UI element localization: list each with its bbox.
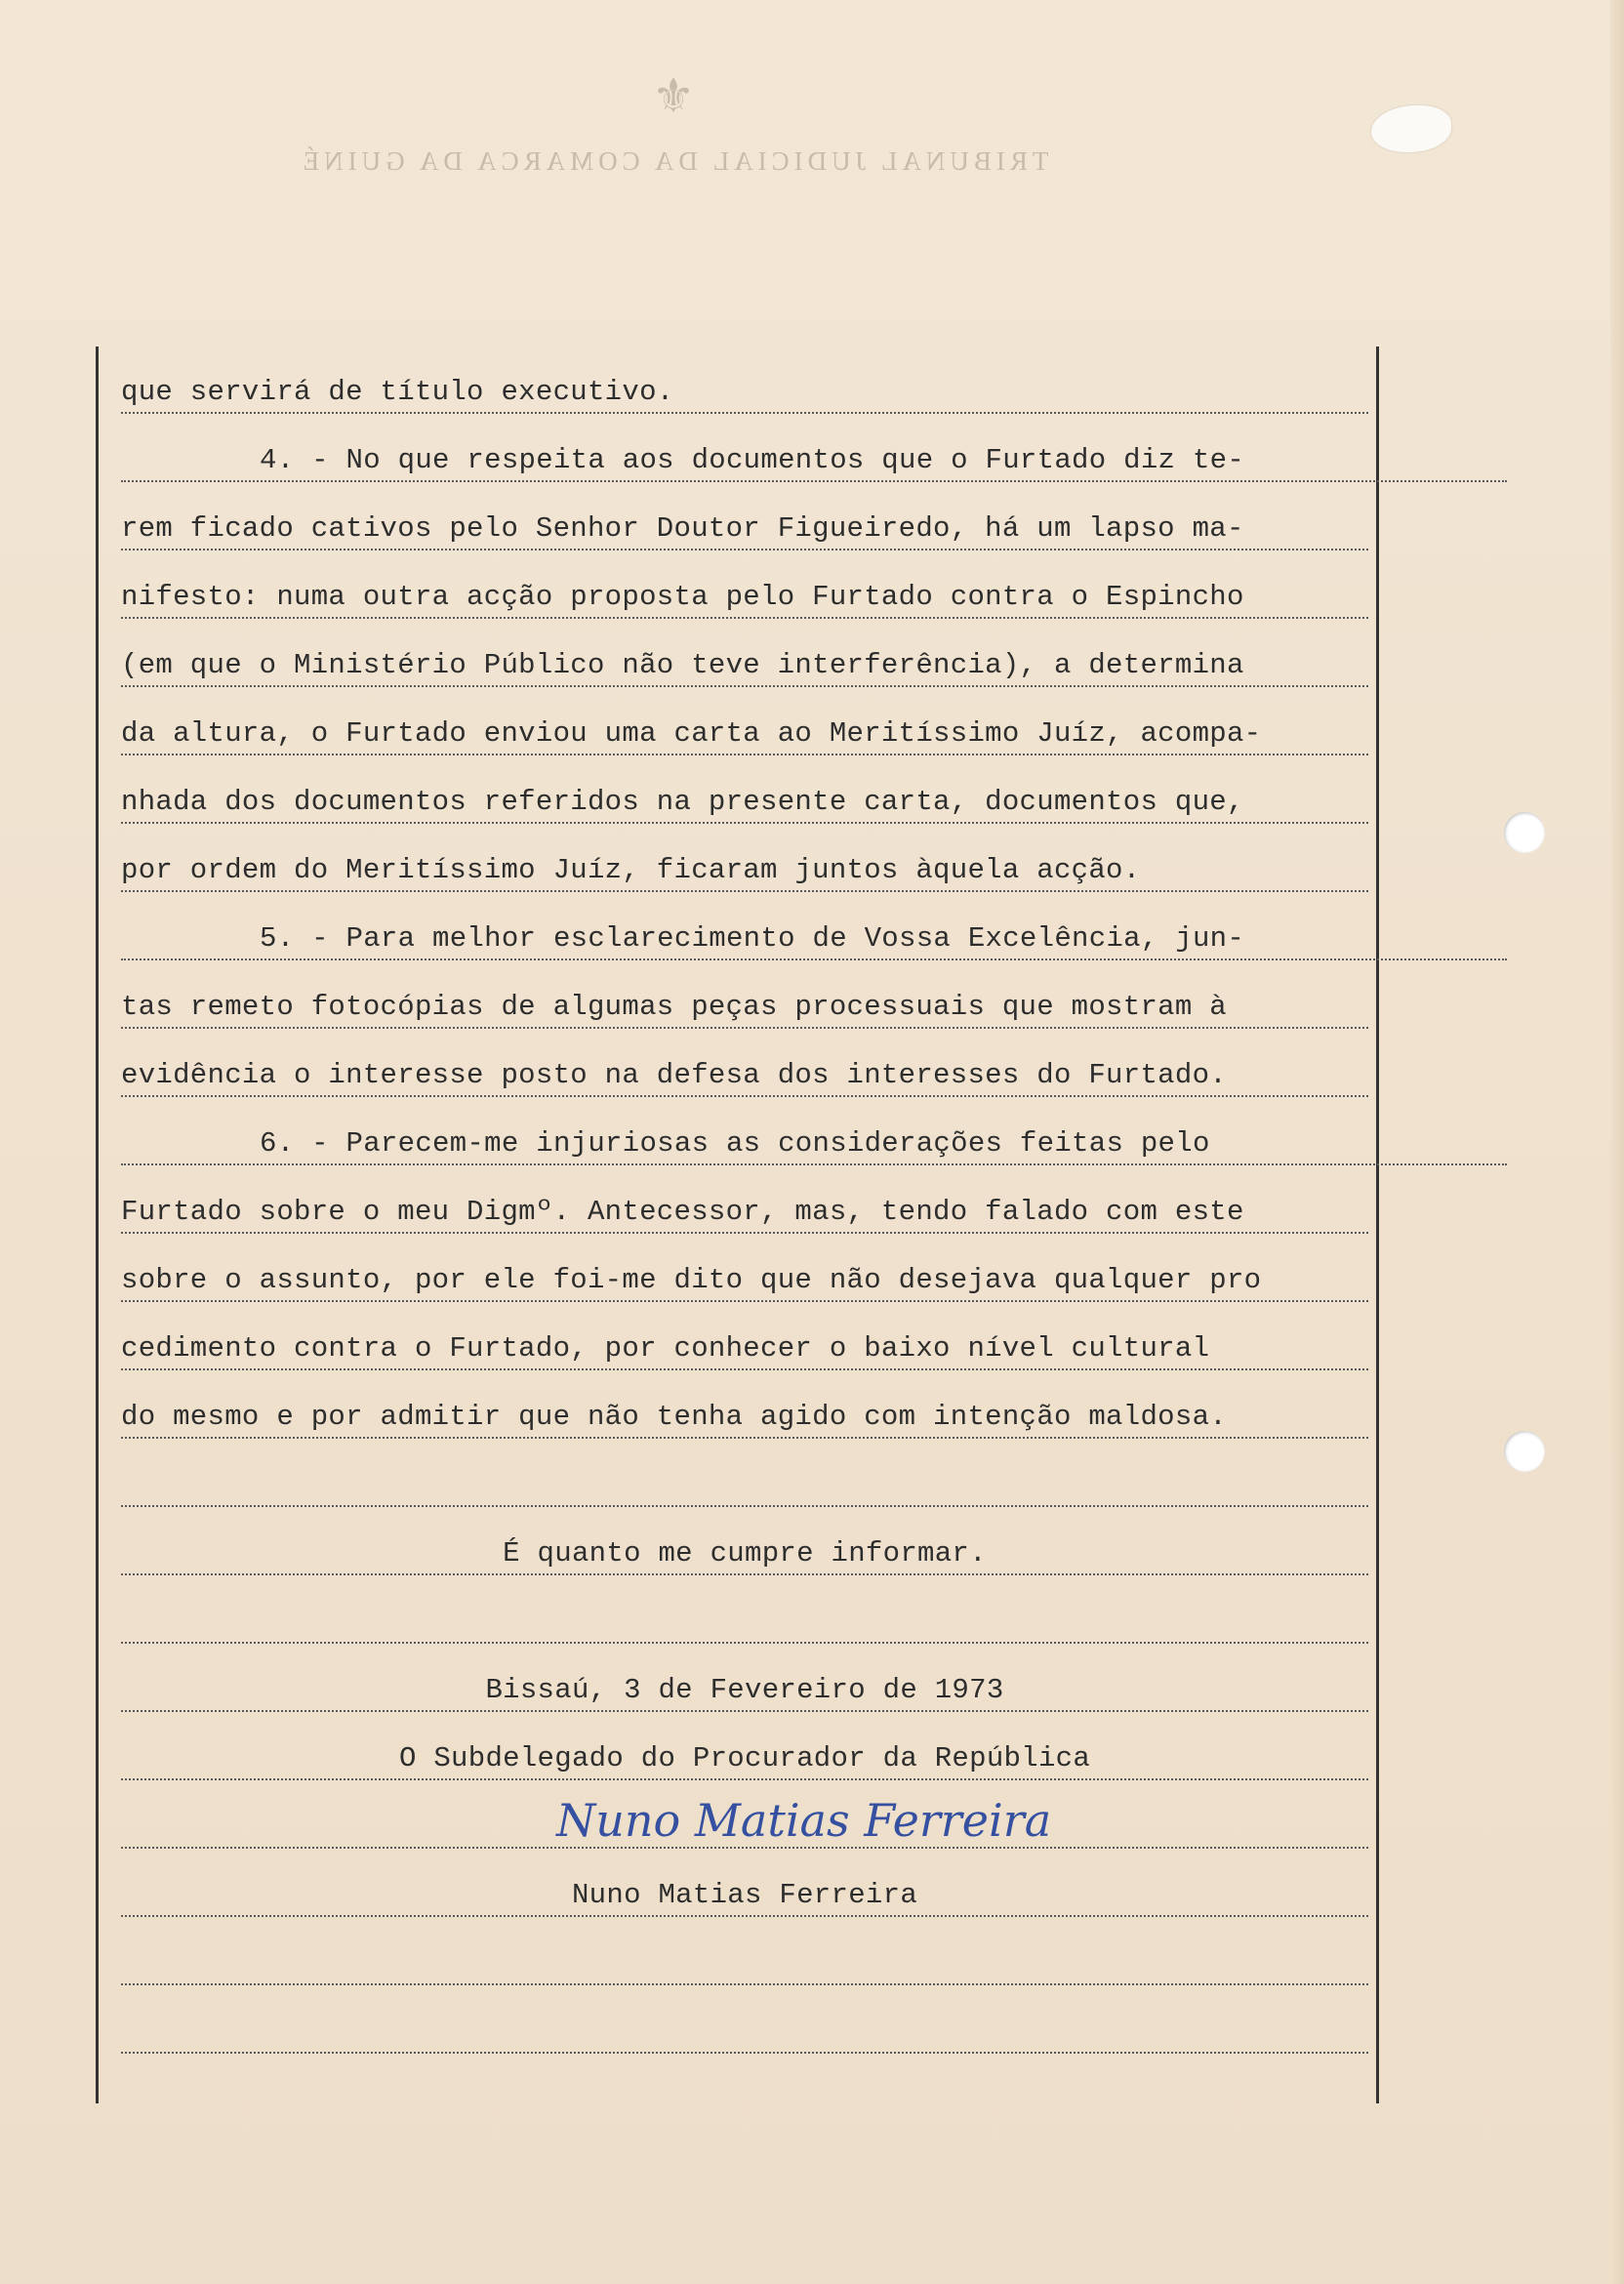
text-line: rem ficado cativos pelo Senhor Doutor Figueiredo, há um lapso ma- [121,510,1368,551]
punch-hole-top [1504,812,1545,853]
text-line: da altura, o Furtado enviou uma carta ao Meritíssimo Juíz, acompa- [121,714,1368,755]
signatory-name: Nuno Matias Ferreira [121,1876,1368,1917]
letterhead-text: TRIBUNAL JUDICIAL DA COMARCA DA GUINÉ [298,146,1049,176]
paragraph-6-start: 6. - Parecem-me injuriosas as considerações feitas pelo [121,1124,1507,1165]
place-and-date: Bissaú, 3 de Fevereiro de 1973 [121,1671,1368,1712]
text-line: evidência o interesse posto na defesa dos interesses do Furtado. [121,1056,1368,1097]
punch-hole-bottom [1504,1431,1545,1472]
paragraph-5-start: 5. - Para melhor esclarecimento de Vossa Excelência, jun- [121,919,1507,960]
paper-edge [1610,0,1624,2284]
text-line: nifesto: numa outra acção proposta pelo Furtado contra o Espincho [121,578,1368,619]
left-margin-rule [96,347,99,2103]
text-line: do mesmo e por admitir que não tenha agido com intenção maldosa. [121,1398,1368,1439]
letterhead-bleed-through [234,59,1113,205]
crest-icon: ⚜ [657,66,690,129]
text-line: cedimento contra o Furtado, por conhecer o baixo nível cultural [121,1329,1368,1370]
right-margin-rule [1376,347,1379,2103]
signatory-role: O Subdelegado do Procurador da República [121,1739,1368,1780]
blank-line [121,2013,1368,2054]
text-line: que servirá de título executivo. [121,373,1368,414]
blank-line [121,1944,1368,1985]
text-line: sobre o assunto, por ele foi-me dito que não desejava qualquer pro [121,1261,1368,1302]
handwritten-signature [556,1794,1142,1872]
text-line: Furtado sobre o meu Digmº. Antecessor, mas, tendo falado com este [121,1193,1368,1234]
signature-text: Nuno Matias Ferreira [556,1794,1052,1847]
closing-statement: É quanto me cumpre informar. [121,1534,1368,1575]
text-line: (em que o Ministério Público não teve interferência), a determina [121,646,1368,687]
text-line: tas remeto fotocópias de algumas peças processuais que mostram à [121,988,1368,1029]
text-line: por ordem do Meritíssimo Juíz, ficaram juntos àquela acção. [121,851,1368,892]
blank-line [121,1603,1368,1644]
blank-line [121,1466,1368,1507]
paragraph-4-start: 4. - No que respeita aos documentos que o Furtado diz te- [121,441,1507,482]
text-line: nhada dos documentos referidos na presente carta, documentos que, [121,783,1368,824]
